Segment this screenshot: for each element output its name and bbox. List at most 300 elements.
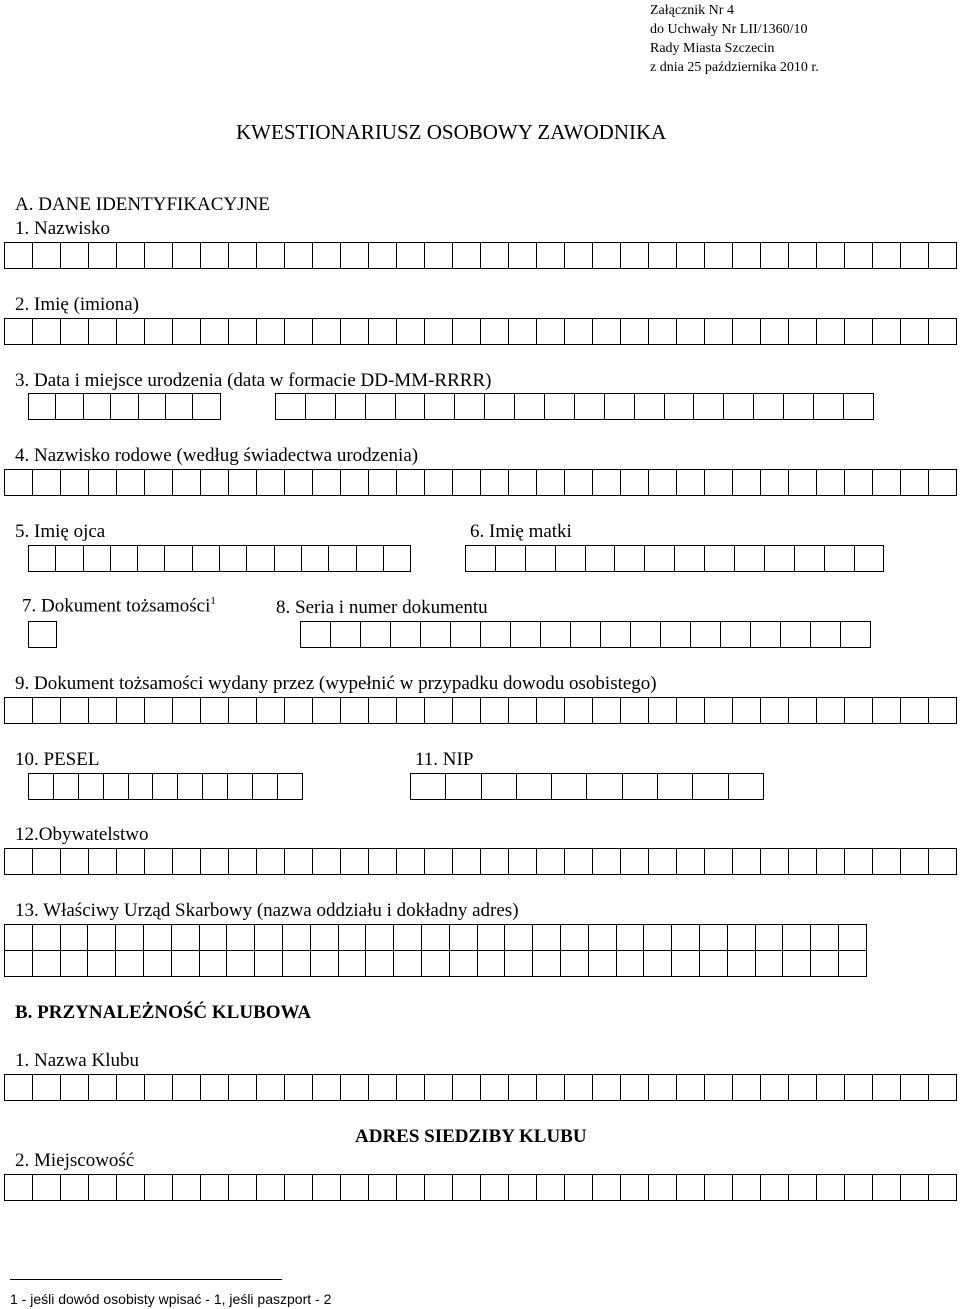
character-box[interactable]	[117, 242, 145, 269]
character-box[interactable]	[705, 318, 733, 345]
character-box[interactable]	[145, 318, 173, 345]
character-box[interactable]	[677, 469, 705, 496]
character-box[interactable]	[145, 848, 173, 875]
character-box[interactable]	[61, 469, 89, 496]
character-box[interactable]	[361, 621, 391, 648]
character-box[interactable]	[665, 393, 695, 420]
character-box[interactable]	[839, 950, 867, 977]
character-box[interactable]	[537, 697, 565, 724]
character-box[interactable]	[89, 469, 117, 496]
character-box[interactable]	[138, 545, 165, 572]
character-box[interactable]	[84, 545, 111, 572]
character-box[interactable]	[366, 393, 396, 420]
character-box[interactable]	[5, 469, 33, 496]
field-father-name[interactable]	[28, 545, 411, 572]
character-box[interactable]	[601, 621, 631, 648]
character-box[interactable]	[705, 545, 735, 572]
character-box[interactable]	[79, 773, 104, 800]
character-box[interactable]	[811, 924, 839, 951]
character-box[interactable]	[537, 1074, 565, 1101]
field-mother-name[interactable]	[465, 545, 884, 572]
character-box[interactable]	[394, 950, 422, 977]
character-box[interactable]	[201, 848, 229, 875]
character-box[interactable]	[700, 950, 728, 977]
character-box[interactable]	[649, 1174, 677, 1201]
character-box[interactable]	[178, 773, 203, 800]
character-box[interactable]	[117, 1174, 145, 1201]
character-box[interactable]	[341, 1074, 369, 1101]
character-box[interactable]	[621, 848, 649, 875]
character-box[interactable]	[173, 1074, 201, 1101]
character-box[interactable]	[257, 1174, 285, 1201]
character-box[interactable]	[116, 924, 144, 951]
character-box[interactable]	[33, 848, 61, 875]
character-box[interactable]	[537, 469, 565, 496]
character-box[interactable]	[593, 242, 621, 269]
character-box[interactable]	[5, 1174, 33, 1201]
character-box[interactable]	[733, 697, 761, 724]
character-box[interactable]	[257, 697, 285, 724]
character-box[interactable]	[565, 697, 593, 724]
character-box[interactable]	[341, 848, 369, 875]
character-box[interactable]	[672, 924, 700, 951]
character-box[interactable]	[89, 697, 117, 724]
character-box[interactable]	[357, 545, 384, 572]
character-box[interactable]	[391, 621, 421, 648]
character-box[interactable]	[33, 242, 61, 269]
character-box[interactable]	[104, 773, 129, 800]
character-box[interactable]	[733, 1074, 761, 1101]
character-box[interactable]	[541, 621, 571, 648]
character-box[interactable]	[173, 242, 201, 269]
character-box[interactable]	[311, 950, 339, 977]
character-box[interactable]	[54, 773, 79, 800]
field-id-document-type[interactable]	[28, 621, 57, 648]
character-box[interactable]	[811, 621, 841, 648]
character-box[interactable]	[658, 773, 693, 800]
character-box[interactable]	[153, 773, 178, 800]
character-box[interactable]	[396, 393, 426, 420]
character-box[interactable]	[561, 924, 589, 951]
character-box[interactable]	[283, 924, 311, 951]
character-box[interactable]	[144, 950, 172, 977]
field-tax-office-line1[interactable]	[4, 924, 867, 951]
character-box[interactable]	[537, 242, 565, 269]
character-box[interactable]	[276, 393, 306, 420]
character-box[interactable]	[795, 545, 825, 572]
character-box[interactable]	[509, 469, 537, 496]
character-box[interactable]	[817, 1074, 845, 1101]
character-box[interactable]	[901, 242, 929, 269]
character-box[interactable]	[631, 621, 661, 648]
character-box[interactable]	[761, 469, 789, 496]
character-box[interactable]	[615, 545, 645, 572]
character-box[interactable]	[481, 697, 509, 724]
character-box[interactable]	[111, 393, 138, 420]
character-box[interactable]	[88, 924, 116, 951]
character-box[interactable]	[677, 1074, 705, 1101]
field-surname[interactable]	[4, 242, 957, 269]
character-box[interactable]	[5, 924, 33, 951]
character-box[interactable]	[201, 697, 229, 724]
character-box[interactable]	[481, 318, 509, 345]
character-box[interactable]	[394, 924, 422, 951]
character-box[interactable]	[644, 924, 672, 951]
character-box[interactable]	[761, 1174, 789, 1201]
character-box[interactable]	[201, 1174, 229, 1201]
character-box[interactable]	[565, 1174, 593, 1201]
character-box[interactable]	[693, 773, 728, 800]
character-box[interactable]	[369, 318, 397, 345]
character-box[interactable]	[302, 545, 329, 572]
character-box[interactable]	[545, 393, 575, 420]
character-box[interactable]	[645, 545, 675, 572]
character-box[interactable]	[397, 848, 425, 875]
character-box[interactable]	[621, 697, 649, 724]
character-box[interactable]	[89, 242, 117, 269]
character-box[interactable]	[593, 318, 621, 345]
character-box[interactable]	[425, 469, 453, 496]
character-box[interactable]	[117, 318, 145, 345]
character-box[interactable]	[873, 1074, 901, 1101]
character-box[interactable]	[845, 242, 873, 269]
character-box[interactable]	[481, 621, 511, 648]
character-box[interactable]	[677, 848, 705, 875]
character-box[interactable]	[397, 469, 425, 496]
character-box[interactable]	[5, 318, 33, 345]
character-box[interactable]	[705, 848, 733, 875]
character-box[interactable]	[285, 242, 313, 269]
character-box[interactable]	[453, 697, 481, 724]
character-box[interactable]	[845, 1174, 873, 1201]
character-box[interactable]	[453, 848, 481, 875]
character-box[interactable]	[173, 469, 201, 496]
character-box[interactable]	[649, 469, 677, 496]
character-box[interactable]	[929, 848, 957, 875]
character-box[interactable]	[341, 318, 369, 345]
character-box[interactable]	[425, 242, 453, 269]
character-box[interactable]	[587, 773, 622, 800]
character-box[interactable]	[145, 1174, 173, 1201]
character-box[interactable]	[873, 469, 901, 496]
character-box[interactable]	[485, 393, 515, 420]
character-box[interactable]	[756, 950, 784, 977]
character-box[interactable]	[481, 1074, 509, 1101]
character-box[interactable]	[229, 242, 257, 269]
character-box[interactable]	[789, 1174, 817, 1201]
character-box[interactable]	[733, 469, 761, 496]
character-box[interactable]	[649, 318, 677, 345]
character-box[interactable]	[453, 318, 481, 345]
character-box[interactable]	[425, 318, 453, 345]
field-maiden-name[interactable]	[4, 469, 957, 496]
character-box[interactable]	[623, 773, 658, 800]
character-box[interactable]	[814, 393, 844, 420]
character-box[interactable]	[227, 950, 255, 977]
character-box[interactable]	[172, 924, 200, 951]
character-box[interactable]	[873, 242, 901, 269]
character-box[interactable]	[369, 242, 397, 269]
character-box[interactable]	[89, 318, 117, 345]
character-box[interactable]	[425, 1074, 453, 1101]
character-box[interactable]	[761, 318, 789, 345]
character-box[interactable]	[257, 318, 285, 345]
character-box[interactable]	[621, 1074, 649, 1101]
character-box[interactable]	[735, 545, 765, 572]
character-box[interactable]	[855, 545, 885, 572]
character-box[interactable]	[481, 242, 509, 269]
character-box[interactable]	[845, 318, 873, 345]
character-box[interactable]	[229, 1174, 257, 1201]
character-box[interactable]	[845, 848, 873, 875]
character-box[interactable]	[450, 924, 478, 951]
character-box[interactable]	[845, 697, 873, 724]
character-box[interactable]	[285, 318, 313, 345]
character-box[interactable]	[61, 950, 89, 977]
character-box[interactable]	[84, 393, 111, 420]
character-box[interactable]	[728, 924, 756, 951]
character-box[interactable]	[621, 1174, 649, 1201]
character-box[interactable]	[617, 924, 645, 951]
character-box[interactable]	[621, 469, 649, 496]
character-box[interactable]	[89, 1074, 117, 1101]
character-box[interactable]	[425, 697, 453, 724]
character-box[interactable]	[721, 621, 751, 648]
character-box[interactable]	[129, 773, 154, 800]
character-box[interactable]	[144, 924, 172, 951]
character-box[interactable]	[313, 697, 341, 724]
character-box[interactable]	[369, 469, 397, 496]
character-box[interactable]	[783, 950, 811, 977]
character-box[interactable]	[761, 848, 789, 875]
character-box[interactable]	[552, 773, 587, 800]
character-box[interactable]	[366, 924, 394, 951]
character-box[interactable]	[145, 1074, 173, 1101]
field-birth-place[interactable]	[275, 393, 874, 420]
character-box[interactable]	[203, 773, 228, 800]
character-box[interactable]	[397, 1174, 425, 1201]
field-club-name[interactable]	[4, 1074, 957, 1101]
character-box[interactable]	[705, 1174, 733, 1201]
character-box[interactable]	[754, 393, 784, 420]
character-box[interactable]	[509, 1174, 537, 1201]
character-box[interactable]	[255, 924, 283, 951]
character-box[interactable]	[605, 393, 635, 420]
character-box[interactable]	[369, 848, 397, 875]
character-box[interactable]	[509, 318, 537, 345]
character-box[interactable]	[56, 393, 83, 420]
character-box[interactable]	[733, 1174, 761, 1201]
character-box[interactable]	[733, 242, 761, 269]
character-box[interactable]	[341, 1174, 369, 1201]
character-box[interactable]	[313, 1074, 341, 1101]
character-box[interactable]	[565, 1074, 593, 1101]
character-box[interactable]	[33, 950, 61, 977]
character-box[interactable]	[589, 950, 617, 977]
character-box[interactable]	[61, 848, 89, 875]
character-box[interactable]	[565, 318, 593, 345]
character-box[interactable]	[509, 242, 537, 269]
field-document-number[interactable]	[300, 621, 871, 648]
character-box[interactable]	[482, 773, 517, 800]
character-box[interactable]	[422, 950, 450, 977]
character-box[interactable]	[565, 848, 593, 875]
character-box[interactable]	[257, 469, 285, 496]
character-box[interactable]	[200, 924, 228, 951]
character-box[interactable]	[29, 393, 56, 420]
character-box[interactable]	[5, 697, 33, 724]
character-box[interactable]	[5, 848, 33, 875]
character-box[interactable]	[313, 469, 341, 496]
character-box[interactable]	[761, 1074, 789, 1101]
character-box[interactable]	[285, 1074, 313, 1101]
character-box[interactable]	[366, 950, 394, 977]
character-box[interactable]	[700, 924, 728, 951]
character-box[interactable]	[285, 697, 313, 724]
character-box[interactable]	[817, 697, 845, 724]
character-box[interactable]	[421, 621, 451, 648]
character-box[interactable]	[165, 545, 192, 572]
character-box[interactable]	[789, 242, 817, 269]
character-box[interactable]	[511, 621, 541, 648]
character-box[interactable]	[705, 1074, 733, 1101]
character-box[interactable]	[397, 1074, 425, 1101]
character-box[interactable]	[929, 1174, 957, 1201]
character-box[interactable]	[724, 393, 754, 420]
character-box[interactable]	[751, 621, 781, 648]
character-box[interactable]	[201, 1074, 229, 1101]
character-box[interactable]	[705, 697, 733, 724]
character-box[interactable]	[33, 697, 61, 724]
character-box[interactable]	[453, 1174, 481, 1201]
character-box[interactable]	[929, 469, 957, 496]
character-box[interactable]	[873, 697, 901, 724]
character-box[interactable]	[929, 242, 957, 269]
character-box[interactable]	[89, 848, 117, 875]
character-box[interactable]	[397, 697, 425, 724]
character-box[interactable]	[593, 697, 621, 724]
character-box[interactable]	[677, 697, 705, 724]
character-box[interactable]	[139, 393, 166, 420]
character-box[interactable]	[481, 1174, 509, 1201]
character-box[interactable]	[593, 469, 621, 496]
character-box[interactable]	[275, 545, 302, 572]
character-box[interactable]	[313, 848, 341, 875]
character-box[interactable]	[765, 545, 795, 572]
character-box[interactable]	[228, 773, 253, 800]
character-box[interactable]	[111, 545, 138, 572]
character-box[interactable]	[117, 469, 145, 496]
character-box[interactable]	[789, 697, 817, 724]
character-box[interactable]	[61, 1174, 89, 1201]
character-box[interactable]	[229, 318, 257, 345]
character-box[interactable]	[533, 950, 561, 977]
character-box[interactable]	[672, 950, 700, 977]
character-box[interactable]	[571, 621, 601, 648]
character-box[interactable]	[229, 697, 257, 724]
character-box[interactable]	[313, 1174, 341, 1201]
character-box[interactable]	[694, 393, 724, 420]
character-box[interactable]	[561, 950, 589, 977]
character-box[interactable]	[901, 848, 929, 875]
character-box[interactable]	[247, 545, 274, 572]
character-box[interactable]	[397, 242, 425, 269]
character-box[interactable]	[729, 773, 764, 800]
field-first-names[interactable]	[4, 318, 957, 345]
character-box[interactable]	[451, 621, 481, 648]
character-box[interactable]	[873, 1174, 901, 1201]
character-box[interactable]	[341, 697, 369, 724]
character-box[interactable]	[817, 1174, 845, 1201]
character-box[interactable]	[61, 1074, 89, 1101]
character-box[interactable]	[33, 318, 61, 345]
character-box[interactable]	[453, 469, 481, 496]
character-box[interactable]	[733, 318, 761, 345]
character-box[interactable]	[425, 1174, 453, 1201]
character-box[interactable]	[29, 621, 57, 648]
character-box[interactable]	[253, 773, 278, 800]
character-box[interactable]	[565, 469, 593, 496]
field-pesel[interactable]	[28, 773, 303, 800]
character-box[interactable]	[61, 318, 89, 345]
character-box[interactable]	[56, 545, 83, 572]
character-box[interactable]	[901, 1074, 929, 1101]
character-box[interactable]	[257, 848, 285, 875]
character-box[interactable]	[173, 848, 201, 875]
character-box[interactable]	[515, 393, 545, 420]
character-box[interactable]	[556, 545, 586, 572]
character-box[interactable]	[200, 950, 228, 977]
character-box[interactable]	[33, 924, 61, 951]
character-box[interactable]	[453, 242, 481, 269]
character-box[interactable]	[336, 393, 366, 420]
character-box[interactable]	[533, 924, 561, 951]
character-box[interactable]	[339, 924, 367, 951]
character-box[interactable]	[341, 469, 369, 496]
character-box[interactable]	[593, 848, 621, 875]
character-box[interactable]	[339, 950, 367, 977]
character-box[interactable]	[825, 545, 855, 572]
character-box[interactable]	[227, 924, 255, 951]
character-box[interactable]	[369, 1074, 397, 1101]
character-box[interactable]	[761, 242, 789, 269]
character-box[interactable]	[789, 469, 817, 496]
character-box[interactable]	[644, 950, 672, 977]
character-box[interactable]	[229, 848, 257, 875]
character-box[interactable]	[733, 848, 761, 875]
character-box[interactable]	[145, 469, 173, 496]
character-box[interactable]	[789, 1074, 817, 1101]
character-box[interactable]	[201, 469, 229, 496]
character-box[interactable]	[61, 924, 89, 951]
character-box[interactable]	[29, 773, 54, 800]
character-box[interactable]	[509, 697, 537, 724]
character-box[interactable]	[369, 1174, 397, 1201]
character-box[interactable]	[565, 242, 593, 269]
character-box[interactable]	[617, 950, 645, 977]
character-box[interactable]	[313, 318, 341, 345]
character-box[interactable]	[649, 697, 677, 724]
character-box[interactable]	[422, 924, 450, 951]
character-box[interactable]	[341, 242, 369, 269]
character-box[interactable]	[329, 545, 356, 572]
character-box[interactable]	[201, 242, 229, 269]
character-box[interactable]	[278, 773, 303, 800]
character-box[interactable]	[783, 924, 811, 951]
character-box[interactable]	[784, 393, 814, 420]
character-box[interactable]	[496, 545, 526, 572]
character-box[interactable]	[450, 950, 478, 977]
